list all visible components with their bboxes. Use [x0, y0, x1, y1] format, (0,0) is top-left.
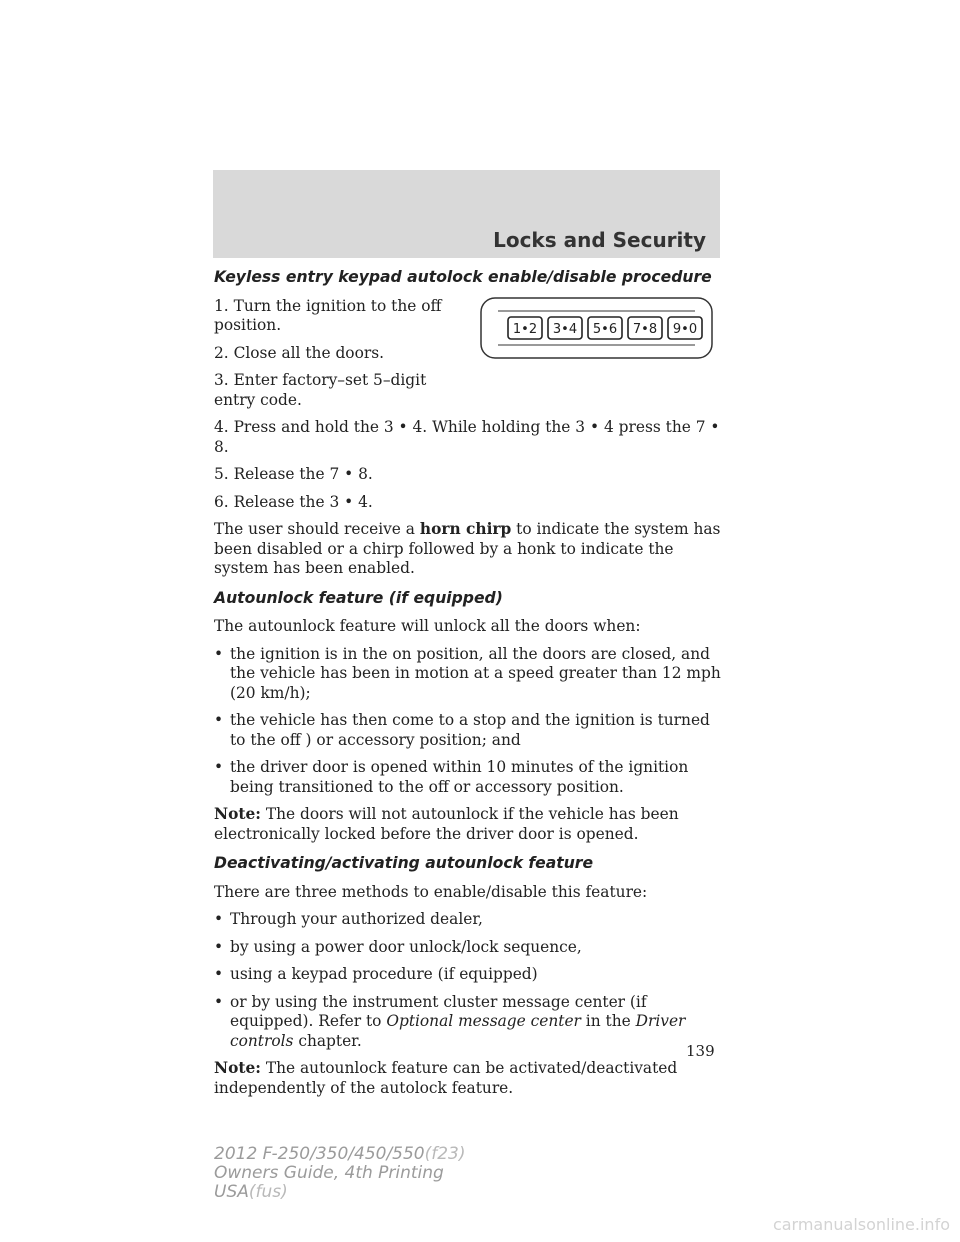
page-content: [214, 268, 724, 1106]
keypad-button-label: 1•2: [512, 322, 538, 337]
section-header-band: [213, 170, 720, 258]
footer-model: 2012 F-250/350/450/550: [214, 1144, 425, 1164]
page-number: 139: [686, 1042, 715, 1060]
section-title: Locks and Security: [493, 228, 706, 252]
footer-model-code: (f23): [424, 1144, 466, 1164]
method-item: • using a keypad procedure (if equipped): [214, 965, 724, 985]
autounlock-intro: The autounlock feature will unlock all the doors when:: [214, 617, 641, 635]
note-text: The autounlock feature can be activated/deactivated independently of the autolock feature.: [214, 1059, 678, 1097]
keypad-button-label: 9•0: [672, 322, 698, 337]
method-text: in the: [580, 1012, 636, 1030]
method-text: chapter.: [293, 1031, 362, 1050]
step-4: 4. Press and hold the 3 • 4. While holding the 3 • 4 press the 7 • 8.: [214, 418, 720, 456]
step-1: 1. Turn the ignition to the off position.: [214, 296, 442, 334]
horn-chirp-term: horn chirp: [419, 520, 512, 538]
result-text: The user should receive a: [214, 520, 420, 538]
step-2: 2. Close all the doors.: [214, 343, 384, 362]
note-label: Note:: [214, 1059, 261, 1077]
keypad-button-label: 5•6: [592, 322, 618, 337]
cross-reference: Driver controls: [230, 1012, 686, 1050]
step-6: 6. Release the 3 • 4.: [214, 492, 373, 511]
footer-market-code: (fus): [248, 1182, 288, 1202]
keypad-button-label: 7•8: [632, 322, 658, 337]
footer-guide: Owners Guide, 4th Printing: [214, 1163, 444, 1183]
autounlock-condition: • the driver door is opened within 10 minutes of the ignition being transitioned to the off or accessory position.: [214, 758, 724, 797]
footer-market-line: [214, 1183, 466, 1202]
cross-reference: Optional message center: [386, 1012, 581, 1030]
step-3: 3. Enter factory–set 5–digit entry code.: [214, 371, 427, 409]
section-heading-autounlock: Autounlock feature (if equipped): [214, 588, 503, 607]
autounlock-condition: • the ignition is in the on position, all the doors are closed, and the vehicle has been in motion at a speed greater than 12 mph (20 km/h);: [214, 645, 724, 704]
keypad-button-label: 3•4: [552, 322, 578, 337]
footer-model-line: [214, 1145, 466, 1164]
method-text: or by using the instrument cluster message center (if equipped). Refer to: [230, 992, 647, 1030]
deactivation-note: [214, 1059, 724, 1098]
method-item: [214, 993, 724, 1052]
section-heading-autolock: Keyless entry keypad autolock enable/disable procedure: [214, 268, 712, 286]
result-paragraph: [214, 520, 724, 579]
autounlock-condition: • the vehicle has then come to a stop and the ignition is turned to the off ) or accessory position; and: [214, 711, 724, 750]
document-footer: [214, 1145, 466, 1202]
section-heading-deactivating: Deactivating/activating autounlock feature: [214, 854, 594, 872]
autounlock-note: [214, 805, 724, 844]
watermark: carmanualsonline.info: [772, 1215, 950, 1234]
result-text: to indicate the system has been disabled or a chirp followed by a honk to indicate the system has been enabled.: [214, 520, 721, 577]
step-5: 5. Release the 7 • 8.: [214, 465, 373, 483]
methods-intro: There are three methods to enable/disable this feature:: [214, 882, 648, 901]
method-item: • by using a power door unlock/lock sequence,: [214, 938, 724, 958]
note-text: The doors will not autounlock if the vehicle has been electronically locked before the driver door is opened.: [214, 805, 679, 843]
note-label: Note:: [214, 805, 261, 823]
footer-market: USA: [214, 1182, 249, 1202]
method-item: • Through your authorized dealer,: [214, 910, 724, 930]
